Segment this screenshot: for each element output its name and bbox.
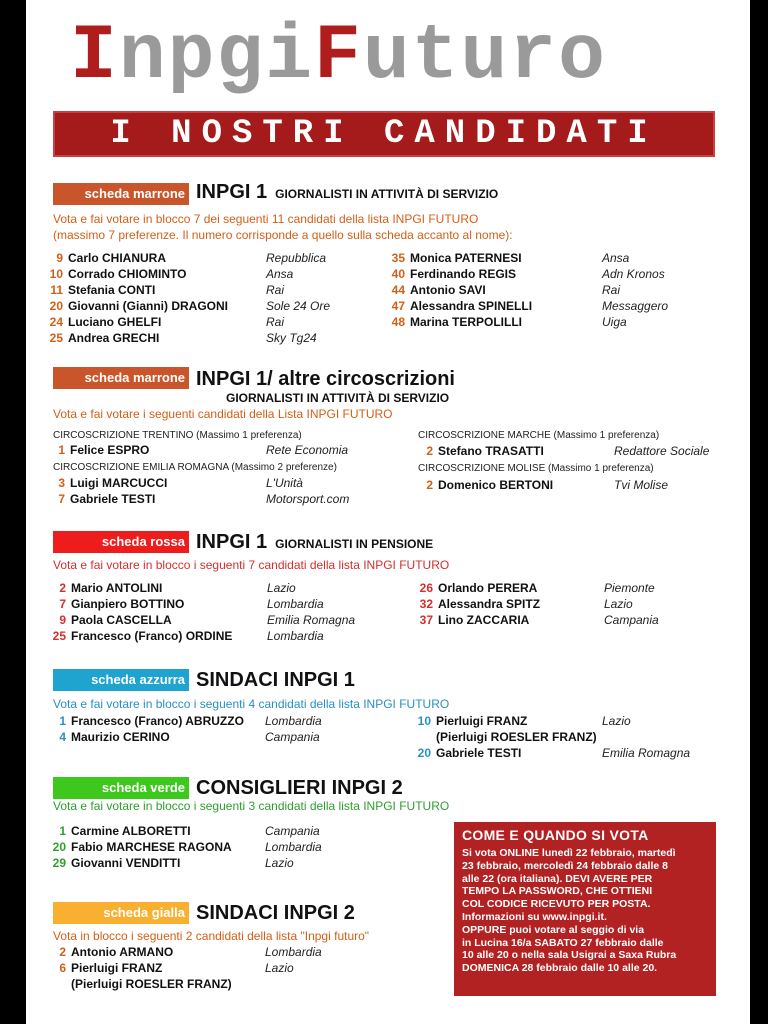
candidate-row <box>58 491 350 507</box>
candidate-affiliation: Rai <box>266 315 285 329</box>
candidate-number: 25 <box>49 331 63 345</box>
candidate-row <box>52 839 322 855</box>
candidate-affiliation: L'Unità <box>266 476 303 490</box>
candidate-name: Maurizio CERINO <box>71 730 170 744</box>
instruction: Vota e fai votare in blocco i seguenti 7 candidati della lista INPGI FUTURO <box>53 558 450 572</box>
candidate-number: 1 <box>59 824 66 838</box>
vote-info-line: Informazioni su www.inpgi.it. <box>462 910 607 923</box>
candidate-affiliation: Lazio <box>265 961 294 975</box>
candidate-affiliation: Rai <box>266 283 285 297</box>
candidate-name: Gabriele TESTI <box>436 746 522 760</box>
candidate-name: Alessandra SPINELLI <box>410 299 533 313</box>
candidate-name: Marina TERPOLILLI <box>410 315 523 329</box>
candidate-affiliation: Lazio <box>604 597 633 611</box>
candidate-affiliation: Sole 24 Ore <box>266 299 331 313</box>
candidate-affiliation: Campania <box>265 824 320 838</box>
candidate-name: Ferdinando REGIS <box>410 267 517 281</box>
scheda-tag: scheda azzurra <box>53 669 189 691</box>
candidate-row <box>436 729 597 745</box>
candidate-row <box>59 713 322 729</box>
candidate-row <box>49 298 331 314</box>
candidate-name: Lino ZACCARIA <box>438 613 530 627</box>
scheda-tag: scheda verde <box>53 777 189 799</box>
candidate-row <box>59 823 320 839</box>
section-title: CONSIGLIERI INPGI 2 <box>196 777 403 799</box>
candidate-number: 7 <box>59 597 66 611</box>
candidate-row <box>49 314 285 330</box>
candidate-number: 48 <box>391 315 405 329</box>
candidate-affiliation: Repubblica <box>266 251 327 265</box>
vote-info-line: Si vota ONLINE lunedì 22 febbraio, martedì <box>462 847 676 859</box>
candidate-number: 35 <box>391 251 405 265</box>
candidate-number: 9 <box>59 613 66 627</box>
instruction: Vota e fai votare in blocco 7 dei seguenti 11 candidati della lista INPGI FUTURO <box>53 212 479 226</box>
vote-info-text <box>462 847 708 975</box>
candidate-affiliation: Emilia Romagna <box>602 746 691 760</box>
candidate-name: (Pierluigi ROESLER FRANZ) <box>436 730 597 744</box>
candidate-affiliation: Campania <box>265 730 320 744</box>
candidate-row <box>417 713 631 729</box>
logo-letter-i: I <box>70 13 119 101</box>
candidate-affiliation: Rai <box>602 283 621 297</box>
section-subtitle: GIORNALISTI IN ATTIVITÀ DI SERVIZIO <box>226 391 450 405</box>
candidate-row <box>52 628 324 644</box>
section-title <box>196 531 433 554</box>
vote-info-line: OPPURE puoi votare al seggio di via <box>462 923 645 936</box>
candidate-name: Carmine ALBORETTI <box>71 824 191 838</box>
candidate-row <box>419 612 659 628</box>
candidate-row <box>426 443 710 459</box>
candidate-number: 4 <box>59 730 66 744</box>
candidate-affiliation: Emilia Romagna <box>267 613 356 627</box>
candidate-name: Stefania CONTI <box>68 283 156 297</box>
vote-info-line: TEMPO LA PASSWORD, CHE OTTIENI <box>462 885 653 898</box>
candidate-row <box>391 282 621 298</box>
candidate-row <box>58 442 349 458</box>
candidate-row <box>391 314 627 330</box>
logo-letter-f: F <box>314 13 363 101</box>
candidate-name: (Pierluigi ROESLER FRANZ) <box>71 977 232 991</box>
section-title: SINDACI INPGI 1 <box>196 669 355 691</box>
candidate-row <box>71 976 232 992</box>
flyer-page <box>26 0 750 1024</box>
candidate-number: 2 <box>426 444 433 458</box>
candidate-affiliation: Ansa <box>602 251 630 265</box>
candidate-number: 10 <box>49 267 63 281</box>
candidate-number: 20 <box>49 299 63 313</box>
candidate-affiliation: Campania <box>604 613 659 627</box>
candidate-name: Gianpiero BOTTINO <box>71 597 185 611</box>
candidate-row <box>426 477 669 493</box>
vote-info-line: COL CODICE RICEVUTO PER POSTA. <box>462 898 651 911</box>
instruction: Vota in blocco i seguenti 2 candidati della lista "Inpgi futuro" <box>53 929 370 943</box>
candidate-affiliation: Messaggero <box>602 299 669 313</box>
candidate-row <box>59 612 356 628</box>
candidate-name: Pierluigi FRANZ <box>71 961 163 975</box>
candidate-number: 9 <box>56 251 63 265</box>
candidate-number: 1 <box>59 714 66 728</box>
scheda-tag: scheda marrone <box>53 367 189 389</box>
candidate-number: 47 <box>391 299 405 313</box>
candidate-name: Gabriele TESTI <box>70 492 156 506</box>
logo-npgi: npgi <box>118 13 315 101</box>
banner-title: I NOSTRI CANDIDATI <box>53 111 715 157</box>
candidate-name: Francesco (Franco) ABRUZZO <box>71 714 244 728</box>
candidate-number: 37 <box>419 613 433 627</box>
candidate-affiliation: Motorsport.com <box>266 492 350 506</box>
candidate-number: 10 <box>417 714 431 728</box>
candidate-number: 40 <box>391 267 405 281</box>
candidate-affiliation: Rete Economia <box>266 443 349 457</box>
section-subtitle: GIORNALISTI IN ATTIVITÀ DI SERVIZIO <box>275 187 499 201</box>
candidate-number: 20 <box>417 746 431 760</box>
candidate-affiliation: Lazio <box>602 714 631 728</box>
section-title: SINDACI INPGI 2 <box>196 902 355 924</box>
candidate-affiliation: Uiga <box>602 315 627 329</box>
candidate-number: 3 <box>58 476 65 490</box>
candidate-name: Domenico BERTONI <box>438 478 554 492</box>
candidate-name: Carlo CHIANURA <box>68 251 167 265</box>
candidate-number: 24 <box>49 315 63 329</box>
candidate-number: 7 <box>58 492 65 506</box>
candidate-row <box>59 596 324 612</box>
section-title <box>196 181 498 204</box>
candidate-name: Antonio SAVI <box>410 283 486 297</box>
candidate-affiliation: Redattore Sociale <box>614 444 710 458</box>
candidate-number: 20 <box>52 840 66 854</box>
candidate-number: 29 <box>52 856 66 870</box>
vote-info-line: 10 alle 20 o nella sala Usigrai a Saxa Rubra <box>462 949 677 962</box>
candidate-name: Francesco (Franco) ORDINE <box>71 629 233 643</box>
candidate-affiliation: Lombardia <box>265 714 322 728</box>
instruction: Vota e fai votare i seguenti candidati della Lista INPGI FUTURO <box>53 407 393 421</box>
candidate-number: 32 <box>419 597 433 611</box>
vote-info-title: COME E QUANDO SI VOTA <box>462 827 649 843</box>
candidate-name: Stefano TRASATTI <box>438 444 544 458</box>
candidate-number: 11 <box>50 283 63 297</box>
candidate-number: 2 <box>59 581 66 595</box>
section-title-text: INPGI 1 <box>196 181 268 203</box>
scheda-tag: scheda gialla <box>53 902 189 924</box>
candidate-number: 2 <box>426 478 433 492</box>
candidate-name: Corrado CHIOMINTO <box>68 267 187 281</box>
candidate-name: Orlando PERERA <box>438 581 538 595</box>
candidate-row <box>59 580 296 596</box>
candidate-row <box>49 266 294 282</box>
section-title-text: INPGI 1 <box>196 531 268 553</box>
candidate-affiliation: Adn Kronos <box>602 267 665 281</box>
candidate-affiliation: Lombardia <box>267 597 324 611</box>
candidate-number: 6 <box>59 961 66 975</box>
candidate-number: 2 <box>59 945 66 959</box>
candidate-affiliation: Lombardia <box>267 629 324 643</box>
logo-uturo: uturo <box>362 13 607 101</box>
candidate-row <box>52 855 294 871</box>
vote-info-line: in Lucina 16/a SABATO 27 febbraio dalle <box>462 936 664 949</box>
candidate-row <box>419 596 633 612</box>
candidate-name: Pierluigi FRANZ <box>436 714 528 728</box>
candidate-affiliation: Sky Tg24 <box>266 331 317 345</box>
instruction: Vota e fai votare in blocco i seguenti 4 candidati della lista INPGI FUTURO <box>53 697 450 711</box>
candidate-name: Monica PATERNESI <box>410 251 522 265</box>
candidate-name: Luciano GHELFI <box>68 315 162 329</box>
candidate-name: Luigi MARCUCCI <box>70 476 168 490</box>
candidate-name: Giovanni (Gianni) DRAGONI <box>68 299 229 313</box>
candidate-row <box>391 266 665 282</box>
candidate-row <box>391 298 669 314</box>
logo-inpgi-futuro <box>70 12 607 102</box>
candidate-row <box>56 250 327 266</box>
instruction: Vota e fai votare in blocco i seguenti 3 candidati della lista INPGI FUTURO <box>53 799 450 813</box>
vote-info-line: 23 febbraio, mercoledì 24 febbraio dalle 8 <box>462 859 668 872</box>
candidate-row <box>58 475 303 491</box>
candidate-name: Fabio MARCHESE RAGONA <box>71 840 232 854</box>
candidate-row <box>419 580 655 596</box>
vote-info-line: DOMENICA 28 febbraio dalle 10 alle 20. <box>462 962 658 975</box>
candidate-name: Felice ESPRO <box>70 443 150 457</box>
candidate-name: Andrea GRECHI <box>68 331 160 345</box>
candidate-name: Mario ANTOLINI <box>71 581 163 595</box>
candidate-affiliation: Lazio <box>265 856 294 870</box>
candidate-affiliation: Lazio <box>267 581 296 595</box>
vote-info-box <box>454 822 716 996</box>
candidate-row <box>391 250 630 266</box>
candidate-row <box>417 745 691 761</box>
candidate-number: 26 <box>419 581 433 595</box>
vote-info-line: alle 22 (ora italiana). DEVI AVERE PER <box>462 872 653 885</box>
candidate-affiliation: Lombardia <box>265 945 322 959</box>
circoscrizione-label: CIRCOSCRIZIONE MOLISE (Massimo 1 preferenza) <box>418 463 654 474</box>
instruction: (massimo 7 preferenze. Il numero corrisponde a quello sulla scheda accanto al nome): <box>53 228 513 242</box>
candidate-affiliation: Tvi Molise <box>614 478 669 492</box>
candidate-row <box>49 330 317 346</box>
circoscrizione-label: CIRCOSCRIZIONE MARCHE (Massimo 1 preferenza) <box>418 430 660 441</box>
candidate-row <box>50 282 285 298</box>
candidate-affiliation: Ansa <box>266 267 294 281</box>
candidate-number: 44 <box>391 283 405 297</box>
candidate-row <box>59 944 322 960</box>
circoscrizione-label: CIRCOSCRIZIONE TRENTINO (Massimo 1 preferenza) <box>53 430 302 441</box>
section-title: INPGI 1/ altre circoscrizioni <box>196 368 455 390</box>
circoscrizione-label: CIRCOSCRIZIONE EMILIA ROMAGNA (Massimo 2 preferenze) <box>53 462 337 473</box>
candidate-number: 1 <box>58 443 65 457</box>
candidate-name: Giovanni VENDITTI <box>71 856 181 870</box>
candidate-name: Antonio ARMANO <box>71 945 174 959</box>
scheda-tag: scheda marrone <box>53 183 189 205</box>
candidate-name: Paola CASCELLA <box>71 613 172 627</box>
candidate-row <box>59 729 320 745</box>
candidate-affiliation: Lombardia <box>265 840 322 854</box>
candidate-row <box>59 960 294 976</box>
candidate-name: Alessandra SPITZ <box>438 597 541 611</box>
scheda-tag: scheda rossa <box>53 531 189 553</box>
candidate-affiliation: Piemonte <box>604 581 655 595</box>
candidate-number: 25 <box>52 629 66 643</box>
section-subtitle: GIORNALISTI IN PENSIONE <box>275 537 434 551</box>
